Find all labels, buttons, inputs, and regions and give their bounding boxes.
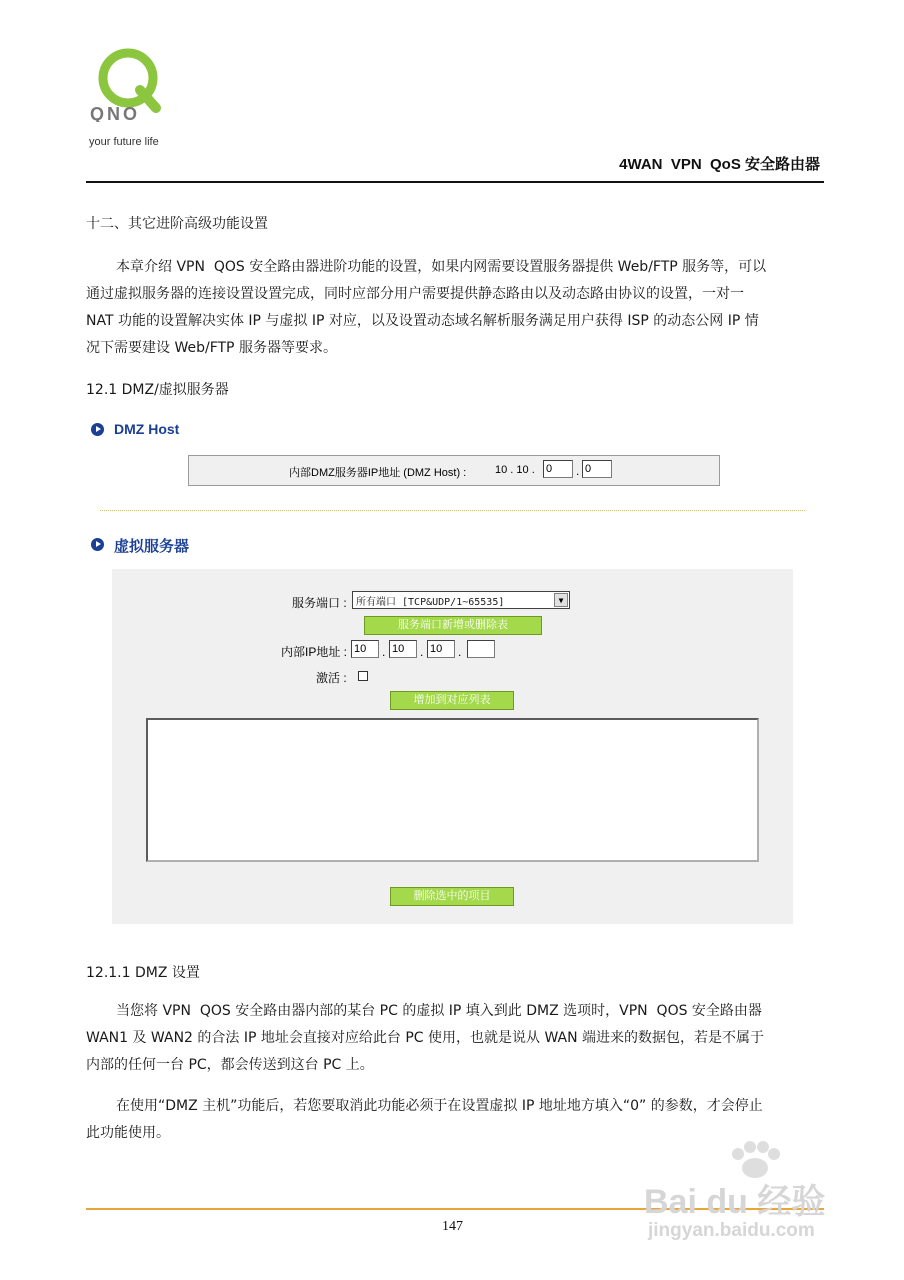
internal-ip-label: 内部IP地址 : (281, 645, 348, 659)
internal-ip-octet1-input[interactable] (351, 640, 379, 658)
qno-logo-mark (88, 42, 178, 122)
section-divider (100, 510, 805, 511)
internal-ip-octet2-input[interactable] (389, 640, 417, 658)
dmz-line: 当您将 VPN QOS 安全路由器内部的某台 PC 的虚拟 IP 填入到此 DMZ 选项时，VPN QOS 安全路由器 (116, 1003, 762, 1019)
baidu-watermark (640, 1140, 870, 1250)
internal-ip-octet3-input[interactable] (427, 640, 455, 658)
section-12-1-1-heading: 12.1.1 DMZ 设置 (86, 965, 200, 981)
intro-line: 本章介绍 VPN QOS 安全路由器进阶功能的设置，如果内网需要设置服务器提供 Web/FTP 服务等，可以 (116, 259, 767, 275)
dmz-host-heading: DMZ Host (114, 421, 180, 437)
ip-dot: . (420, 645, 424, 659)
dmz-ip-dot: . (576, 464, 580, 478)
ip-dot: . (382, 645, 386, 659)
activate-label: 激活 : (316, 671, 347, 685)
mapping-list-box[interactable] (146, 718, 759, 862)
dmz-paragraph (86, 998, 826, 1079)
dmz-host-label: 内部DMZ服务器IP地址 (DMZ Host) : (289, 467, 467, 479)
activate-checkbox[interactable] (358, 671, 368, 681)
delete-selected-button[interactable]: 删除选中的项目 (390, 887, 514, 906)
dmz-ip-prefix: 10 . 10 . (495, 464, 535, 476)
intro-paragraph (86, 254, 826, 362)
dmz-line: WAN1 及 WAN2 的合法 IP 地址会直接对应给此台 PC 使用，也就是说从 WAN 端进来的数据包，若是不属于 (86, 1030, 765, 1046)
ip-dot: . (458, 645, 462, 659)
qno-logo (88, 42, 178, 152)
page-number: 147 (442, 1219, 463, 1234)
svg-text:QNO: QNO (90, 104, 141, 122)
dmz-ip-octet4-input[interactable] (582, 460, 612, 478)
header-rule (86, 181, 824, 183)
section-12-1-heading: 12.1 DMZ/虚拟服务器 (86, 382, 229, 398)
service-port-selected-value: 所有端口 [TCP&UDP/1~65535] (356, 597, 505, 608)
cancel-line: 在使用“DMZ 主机”功能后，若您要取消此功能必须于在设置虚拟 IP 地址地方填入“0” 的参数，才会停止 (116, 1098, 763, 1114)
virtual-server-heading: 虚拟服务器 (114, 538, 190, 555)
cancel-dmz-paragraph (86, 1093, 826, 1147)
internal-ip-octet4-input[interactable] (467, 640, 495, 658)
dmz-ip-octet3-input[interactable] (543, 460, 573, 478)
dmz-host-box (188, 455, 720, 486)
document-header-title: 4WAN VPN QoS 安全路由器 (619, 156, 820, 173)
service-port-manage-button[interactable]: 服务端口新增或删除表 (364, 616, 542, 635)
intro-line: 况下需要建设 Web/FTP 服务器等要求。 (86, 340, 337, 356)
service-port-label: 服务端口 : (292, 596, 347, 610)
virtual-server-panel (112, 569, 793, 924)
arrow-bullet-icon (91, 423, 104, 436)
arrow-bullet-icon (91, 538, 104, 551)
dmz-line: 内部的任何一台 PC，都会传送到这台 PC 上。 (86, 1057, 374, 1073)
service-port-select[interactable] (352, 591, 570, 609)
logo-tagline: your future life (89, 136, 159, 148)
watermark-url: jingyan.baidu.com (648, 1220, 815, 1241)
chevron-down-icon[interactable]: ▼ (554, 593, 568, 607)
add-to-list-button[interactable]: 增加到对应列表 (390, 691, 514, 710)
chapter-heading: 十二、其它进阶高级功能设置 (86, 216, 268, 232)
watermark-brand: Bai du 经验 (644, 1183, 826, 1221)
intro-line: 通过虚拟服务器的连接设置设置完成，同时应部分用户需要提供静态路由以及动态路由协议的设置，一对一 (86, 286, 744, 302)
cancel-line: 此功能使用。 (86, 1125, 170, 1141)
intro-line: NAT 功能的设置解决实体 IP 与虚拟 IP 对应，以及设置动态域名解析服务满足用户获得 ISP 的动态公网 IP 情 (86, 313, 759, 329)
